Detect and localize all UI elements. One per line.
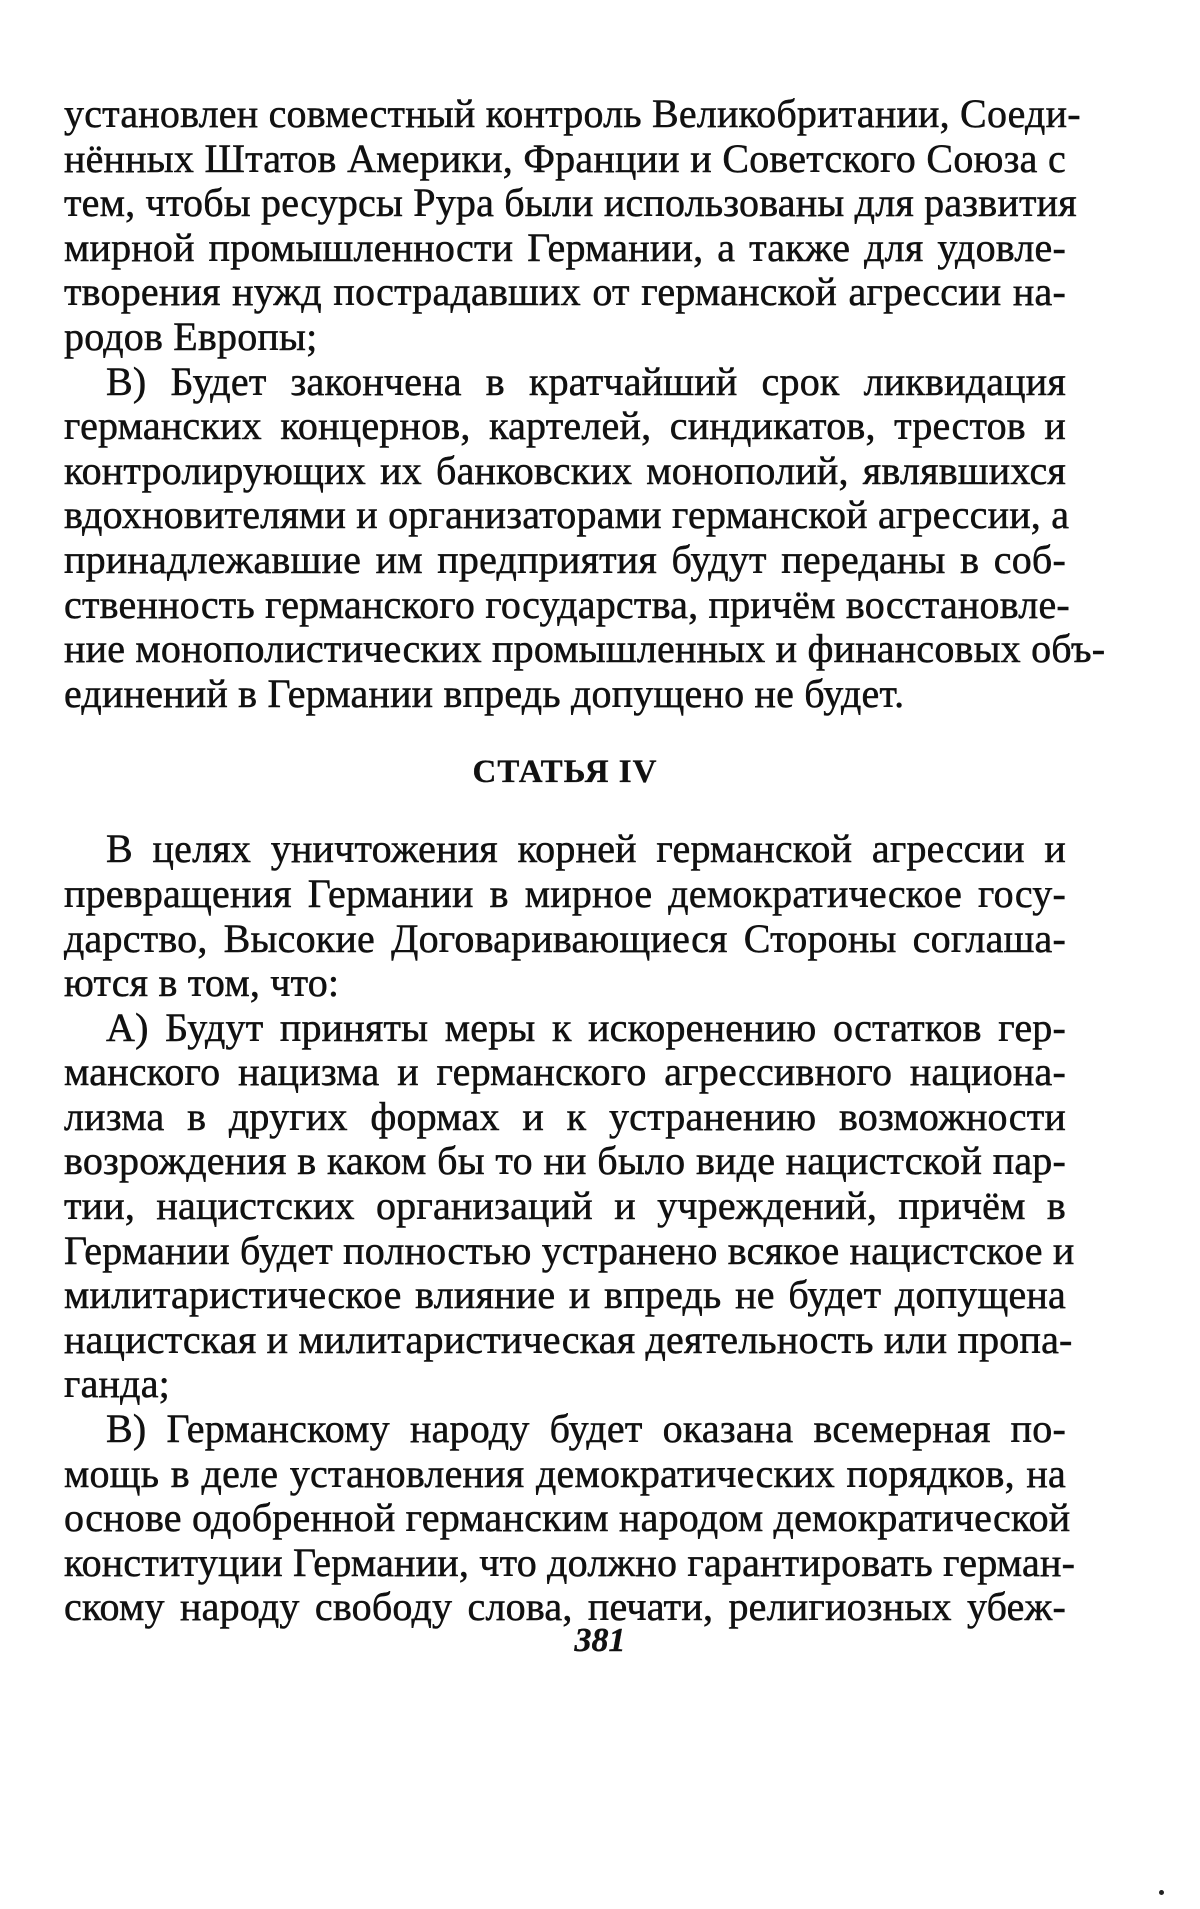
text-line: основе одобренной германским народом демократической — [64, 1495, 1071, 1541]
text-line: ние монополистических промышленных и финансовых объ- — [64, 626, 1106, 672]
text-line: милитаристическое влияние и впредь не будет допущена — [64, 1272, 1066, 1318]
text-line: манского нацизма и германского агрессивного национа- — [64, 1049, 1066, 1095]
text-line: тем, чтобы ресурсы Рура были использованы для развития — [64, 180, 1077, 226]
text-line: ганда; — [64, 1361, 170, 1407]
text-line: установлен совместный контроль Великобритании, Соеди- — [64, 91, 1081, 136]
paragraph-block-1 — [64, 91, 1106, 716]
scan-speck — [1159, 1890, 1164, 1895]
text-line: В целях уничтожения корней германской агрессии и — [106, 826, 1066, 872]
page-number: 381 — [574, 1622, 626, 1659]
text-line: В) Германскому народу будет оказана всемерная по- — [106, 1406, 1066, 1452]
text-line: ются в том, что: — [64, 960, 340, 1006]
text-line: превращения Германии в мирное демократическое госу- — [64, 870, 1066, 916]
text-line: родов Европы; — [64, 313, 318, 359]
text-line: вдохновителями и организаторами германской агрессии, а — [64, 492, 1070, 538]
text-line: принадлежавшие им предприятия будут переданы в соб- — [64, 536, 1066, 582]
text-line: В) Будет закончена в кратчайший срок ликвидация — [106, 358, 1066, 404]
text-line: мирной промышленности Германии, а также для удовле- — [64, 224, 1066, 270]
text-line: нённых Штатов Америки, Франции и Советского Союза с — [64, 135, 1066, 181]
text-line: Германии будет полностью устранено всякое нацистское и — [64, 1227, 1075, 1273]
text-line: единений в Германии впредь допущено не будет. — [64, 670, 905, 716]
text-line: лизма в других формах и к устранению возможности — [64, 1093, 1066, 1139]
text-line: германских концернов, картелей, синдикатов, трестов и — [64, 403, 1066, 449]
paragraph-block-2 — [64, 826, 1076, 1630]
text-line: А) Будут приняты меры к искоренению остатков гер- — [106, 1004, 1066, 1050]
text-line: тии, нацистских организаций и учреждений, причём в — [64, 1183, 1066, 1229]
text-line: дарство, Высокие Договаривающиеся Стороны соглаша- — [64, 915, 1066, 961]
text-line: мощь в деле установления демократических порядков, на — [64, 1450, 1066, 1496]
text-line: нацистская и милитаристическая деятельность или пропа- — [64, 1316, 1073, 1362]
article-heading: СТАТЬЯ IV — [472, 754, 658, 791]
text-line: возрождения в каком бы то ни было виде нацистской пар- — [64, 1138, 1066, 1184]
text-line: скому народу свободу слова, печати, религиозных убеж- — [64, 1584, 1066, 1630]
text-line: контролирующих их банковских монополий, являвшихся — [64, 447, 1066, 493]
text-line: творения нужд пострадавших от германской агрессии на- — [64, 269, 1066, 315]
text-line: ственность германского государства, причём восстановле- — [64, 581, 1070, 627]
text-line: конституции Германии, что должно гарантировать герман- — [64, 1539, 1076, 1585]
document-page — [64, 91, 1106, 1630]
